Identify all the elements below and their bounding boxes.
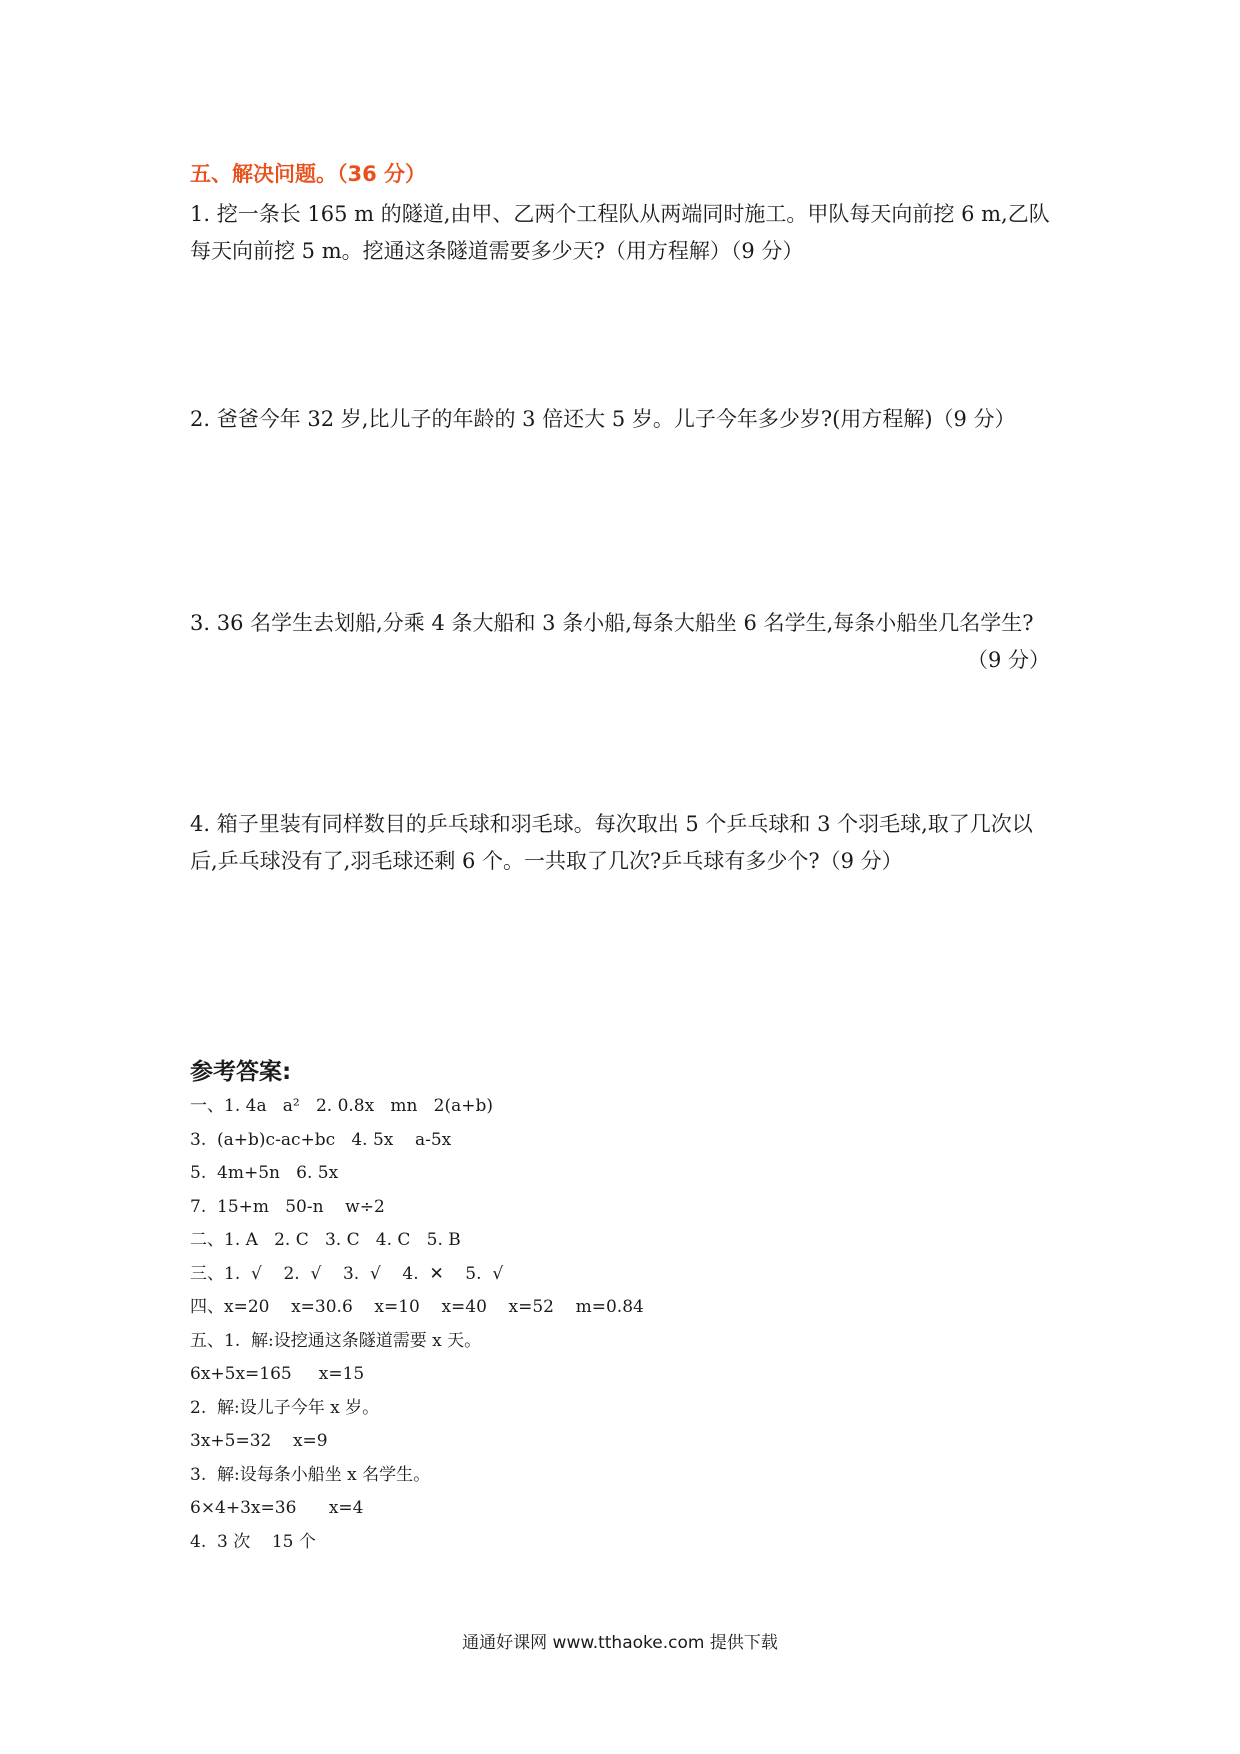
answers-list — [190, 1090, 1050, 1559]
answer-line: 一、1. 4a a² 2. 0.8x mn 2(a+b) — [190, 1096, 494, 1116]
answer-line: 三、1. √ 2. √ 3. √ 4. ✕ 5. √ — [190, 1263, 504, 1284]
question-line: 2. 爸爸今年 32 岁,比儿子的年龄的 3 倍还大 5 岁。儿子今年多少岁?(用方程解)（9 分） — [190, 407, 1016, 431]
answer-line: 3. (a+b)c-ac+bc 4. 5x a-5x — [190, 1129, 452, 1150]
question-1 — [190, 196, 1050, 270]
question-line: 1. 挖一条长 165 m 的隧道,由甲、乙两个工程队从两端同时施工。甲队每天向前挖 6 m,乙队 — [190, 202, 1050, 226]
answer-line: 4. 3 次 15 个 — [190, 1531, 316, 1552]
answer-line: 3x+5=32 x=9 — [190, 1431, 328, 1451]
answer-line: 6x+5x=165 x=15 — [190, 1364, 365, 1384]
answer-line: 5. 4m+5n 6. 5x — [190, 1163, 339, 1183]
question-2 — [190, 401, 1050, 438]
answer-line: 7. 15+m 50-n w÷2 — [190, 1196, 385, 1217]
question-score: （9 分） — [966, 648, 1050, 672]
question-line: 每天向前挖 5 m。挖通这条隧道需要多少天?（用方程解）（9 分） — [190, 239, 804, 263]
answer-line: 6×4+3x=36 x=4 — [190, 1498, 364, 1518]
question-line: 4. 箱子里装有同样数目的乒乓球和羽毛球。每次取出 5 个乒乓球和 3 个羽毛球,取了几次以 — [190, 812, 1033, 836]
footer-source: 通通好课网 www.tthaoke.com 提供下载 — [462, 1633, 778, 1653]
question-line: 后,乒乓球没有了,羽毛球还剩 6 个。一共取了几次?乒乓球有多少个?（9 分） — [190, 849, 903, 873]
question-line: 3. 36 名学生去划船,分乘 4 条大船和 3 条小船,每条大船坐 6 名学生,每条小船坐几名学生? — [190, 611, 1034, 635]
answer-line: 3. 解:设每条小船坐 x 名学生。 — [190, 1464, 431, 1485]
question-4 — [190, 806, 1050, 880]
answers-title: 参考答案: — [190, 1059, 292, 1085]
section-title: 五、解决问题。（36 分） — [190, 162, 427, 186]
answer-line: 二、1. A 2. C 3. C 4. C 5. B — [190, 1230, 461, 1250]
answer-line: 四、x=20 x=30.6 x=10 x=40 x=52 m=0.84 — [190, 1297, 644, 1317]
answer-line: 2. 解:设儿子今年 x 岁。 — [190, 1397, 380, 1418]
answer-line: 五、1. 解:设挖通这条隧道需要 x 天。 — [190, 1330, 482, 1351]
question-3 — [190, 605, 1050, 679]
